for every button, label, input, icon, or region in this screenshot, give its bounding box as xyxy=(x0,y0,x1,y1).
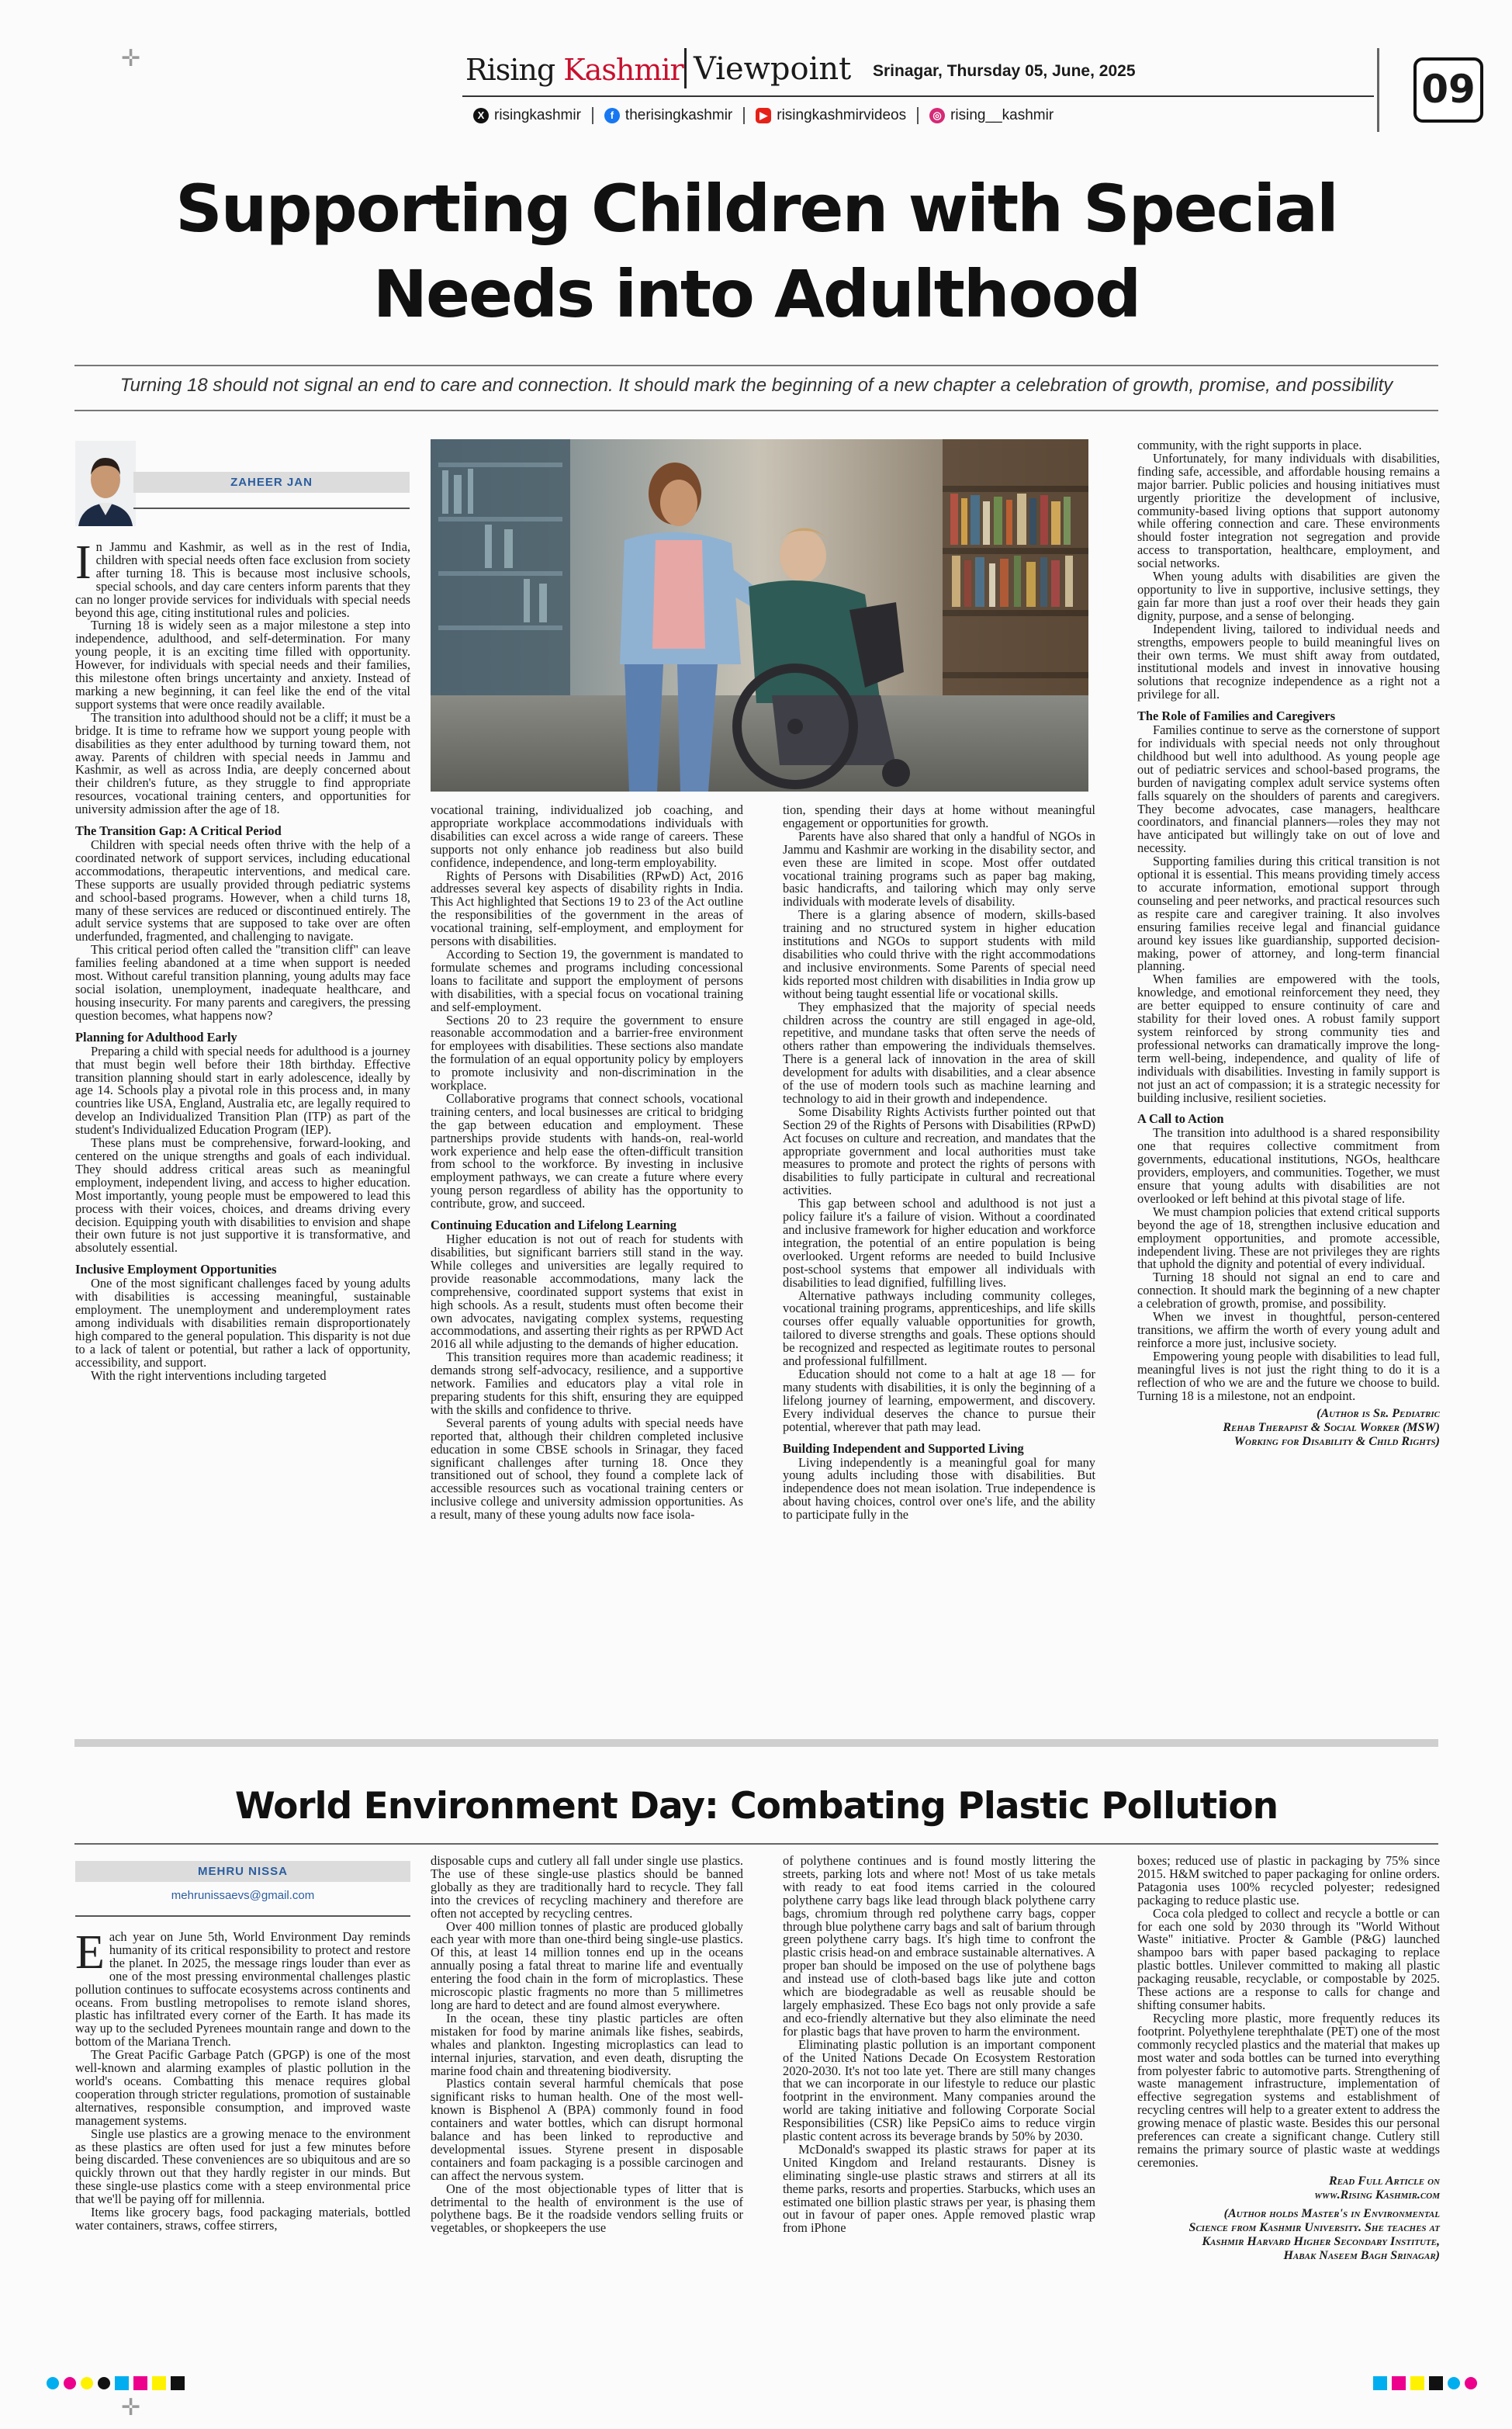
social-handle: risingkashmir xyxy=(494,107,581,123)
subheading: The Role of Families and Caregivers xyxy=(1137,709,1336,724)
calibration-dot xyxy=(64,2377,76,2389)
body-paragraph: boxes; reduced use of plastic in packaging by 75% since 2015. H&M switched to paper packaging for online orders. Patagonia uses 100% recycled polyester; redesigned packaging to reduce plastic use. xyxy=(1137,1853,1440,1908)
calibration-square xyxy=(152,2376,166,2390)
subheading: Building Independent and Supported Living xyxy=(783,1440,1024,1456)
body-paragraph: Children with special needs often thrive with the help of a coordinated network of support services, including educational accommodations, therapeutic interventions, and medical care. These supports are usually provided through pediatric systems and school-based programs. However, when a child turns 18, many of these services are reduced or discontinued entirely. The adult service systems that are supposed to take over are often underfunded, fragmented, and challenging to navigate. xyxy=(75,837,410,944)
calibration-square xyxy=(1373,2376,1387,2390)
article2-headline: World Environment Day: Combating Plastic Pollution xyxy=(234,1785,1278,1828)
body-paragraph: Higher education is not out of reach for students with disabilities, but significant barriers still stand in the way. While colleges and universities are legally required to provide reasonable accommodations, many lack the comprehensive, coordinated support systems that exist in high schools. As a result, students must often become their own advocates, navigating complex systems, requesting accommodations, and asserting their rights as per RPWD Act 2016 all while adjusting to the demands of higher education. xyxy=(431,1232,743,1352)
subheading: Inclusive Employment Opportunities xyxy=(75,1262,277,1277)
registration-mark: ✛ xyxy=(121,46,141,71)
social-x[interactable] xyxy=(473,107,593,124)
instagram-icon: ◎ xyxy=(929,108,945,123)
body-paragraph: These plans must be comprehensive, forward-looking, and centered on the unique strengths and goals of each individual. They should address critical areas such as meaningful employment, independent living, and access to higher education. Most importantly, young people must be empowered to lead this process with their voices, choices, and dreams driving every decision. Equipping youth with disabilities to envision and shape their own future is not just supportive it is transformative, and absolutely essential. xyxy=(75,1135,410,1256)
page-number-rule xyxy=(1377,48,1379,132)
author-rule xyxy=(133,508,410,509)
social-instagram[interactable] xyxy=(929,107,1054,124)
author-email[interactable]: mehrunissaevs@gmail.com xyxy=(171,1889,315,1902)
body-paragraph: The Great Pacific Garbage Patch (GPGP) is one of the most well-known and alarming examples of plastic pollution in the world's oceans. Combatting this menace requires global cooperation through stricter regulations, promotion of sustainable alternatives, responsible consumption, and improved waste management systems. xyxy=(75,2047,410,2128)
body-paragraph: When we invest in thoughtful, person-centered transitions, we affirm the worth of every young adult and reinforce a more just, inclusive society. xyxy=(1137,1309,1440,1350)
read-more[interactable]: Read Full Article on www.Rising Kashmir.com xyxy=(1314,2174,1440,2202)
registration-mark: ✛ xyxy=(121,2395,141,2420)
body-paragraph: community, with the right supports in place. xyxy=(1137,438,1362,452)
subheading: The Transition Gap: A Critical Period xyxy=(75,823,282,839)
calibration-square xyxy=(115,2376,129,2390)
body-paragraph: This transition requires more than academic readiness; it demands strong self-advocacy, resilience, and a supportive network. Families and educators play a vital role in preparing students for this shift, ensuring they are equipped with the skills and confidence to thrive. xyxy=(431,1350,743,1417)
body-paragraph: Independent living, tailored to individual needs and strengths, empowers people to build meaningful lives on their own terms. We must shift away from outdated, institutional models and invest in innovative housing solutions that recognize independence as a right not a privilege for all. xyxy=(1137,621,1440,702)
calibration-square xyxy=(133,2376,147,2390)
headline-line1: Supporting Children with Special xyxy=(175,171,1337,247)
brand-part1: Rising xyxy=(465,53,564,87)
article1-column-4 xyxy=(1137,439,1440,1449)
body-paragraph: Preparing a child with special needs for adulthood is a journey that must begin well before their 18th birthday. Effective transition planning should start in early adolescence, ideally by age 14. Schools play a pivotal role in this process and, in many countries like USA, England, Australia etc, are legally required to develop an Individualized Transition Plan (ITP) as part of the student's Individualized Education Program (IEP). xyxy=(75,1043,410,1138)
body-paragraph: When young adults with disabilities are given the opportunity to live in supportive, inclusive settings, they gain far more than just a roof over their heads they gain dignity, purpose, and a sense of belonging. xyxy=(1137,569,1440,623)
calibration-dot xyxy=(47,2377,59,2389)
page-number: 09 xyxy=(1413,57,1483,123)
author-bio: (Author is Sr. Pediatric Rehab Therapist & Social Worker (MSW) Working for Disability & Child Rights) xyxy=(1223,1407,1440,1449)
body-paragraph: There is a glaring absence of modern, skills-based training and no structured system in higher education institutions and NGOs to support students with mild disabilities who could thrive with the right accommodations and inclusive environments. Some Parents of special need kids reported most children with disabilities in India grow up without being taught essential life or vocational skills. xyxy=(783,907,1095,1001)
body-paragraph: Turning 18 should not signal an end to care and connection. It should mark the beginning of a new chapter a celebration of growth, promise, and possibility. xyxy=(1137,1270,1440,1312)
body-paragraph: Items like grocery bags, food packaging materials, bottled water containers, straws, coffee stirrers, xyxy=(75,2205,410,2233)
article2-column-3 xyxy=(783,1855,1095,2235)
dek-rule-top xyxy=(74,365,1438,366)
social-handle: therisingkashmir xyxy=(625,107,733,123)
calibration-square xyxy=(171,2376,185,2390)
article1-dek: Turning 18 should not signal an end to care and connection. It should mark the beginning of a new chapter a celebration of growth, promise, and possibility xyxy=(119,375,1393,396)
body-paragraph: McDonald's swapped its plastic straws for paper at its United Kingdom and Ireland restaurants. Disney is eliminating single-use plastic straws and stirrers at all its theme parks, resorts and properties. Starbucks, which uses an estimated one billion plastic straws per year, is phasing them out in favour of paper ones. Apple removed plastic wrap from iPhone xyxy=(783,2141,1095,2236)
calibration-dot xyxy=(81,2377,93,2389)
body-paragraph: One of the most objectionable types of litter that is detrimental to the health of environment is the use of polythene bags. Be it the roadside vendors selling fruits or vegetables, or shopkeepers the use xyxy=(431,2181,743,2236)
brand-part2: Kashmir xyxy=(563,53,683,87)
body-paragraph: of polythene continues and is found mostly littering the streets, parking lots and where not! Most of us take metals with ready to eat food items carried in the coloured polythene carry bags like lead through black polythene carry bags, chromium through red polythene carry bags, copper through blue polythene carry bags and salt of barium through green polythene carry bags. It's high time to confront the plastic crisis head-on and embrace sustainable alternatives. A proper ban should be imposed on the use of polythene bags and instead use of cloth-based bags like jute and cotton which are biodegradable as well as reusable should be largely emphasized. These Eco bags not only provide a safe and eco-friendly alternative but they also eliminate the need for plastic bags that have proven to harm the environment. xyxy=(783,1853,1095,2039)
body-paragraph: In Jammu and Kashmir, as well as in the rest of India, children with special needs often face exclusion from society after turning 18. This is because most inclusive schools, special schools, and day care centers inform parents that they can no longer provide services for individuals with special needs beyond this age, citing institutional rules and policies. xyxy=(75,536,410,620)
body-paragraph: tion, spending their days at home without meaningful engagement or opportunities for growth. xyxy=(783,802,1095,830)
body-paragraph: This critical period often called the "transition cliff" can leave families feeling abandoned at a time when support is needed most. Without careful transition planning, young adults may face social isolation, unemployment, inadequate healthcare, and housing insecurity. For many parents and caregivers, the pressing question becomes, what happens now? xyxy=(75,942,410,1023)
body-paragraph: Turning 18 is widely seen as a major milestone a step into independence, adulthood, and self-determination. For many young people, it is an exciting time filled with opportunity. However, for individuals with special needs and their families, this milestone often brings uncertainty and anxiety. Instead of marking a new beginning, it can feel like the end of the vital support systems that were once readily available. xyxy=(75,618,410,712)
body-paragraph: Supporting families during this critical transition is not optional it is essential. This means providing timely access to accurate information, emotional support through counseling and peer networks, and practical resources such as respite care and caregiver training. It also involves ensuring families receive legal and financial guidance around key issues like guardianship, supported decision-making, power of attorney, and long-term financial planning. xyxy=(1137,854,1440,974)
author-name: ZAHEER JAN xyxy=(133,472,410,493)
body-paragraph: When families are empowered with the tools, knowledge, and emotional reinforcement they need, they are better equipped to ensure continuity of care and stability for their loved ones. A robust family support system reinforced by strong community ties and professional networks can dramatically improve the long-term well-being, independence, and quality of life of individuals with disabilities. Investing in family support is not just an act of compassion; it is a strategic necessity for building inclusive, resilient societies. xyxy=(1137,972,1440,1105)
body-paragraph: Education should not come to a halt at age 18 — for many students with disabilities, it is only the beginning of a lifelong journey of learning, empowerment, and discovery. Every individual deserves the chance to pursue their potential, wherever that path may lead. xyxy=(783,1366,1095,1434)
article2-rule xyxy=(74,1843,1438,1845)
body-paragraph: Collaborative programs that connect schools, vocational training centers, and local businesses are critical to bridging the gap between education and employment. These partnerships provide students with hands-on, real-world work experience and help ease the often-difficult transition from school to the workforce. By investing in inclusive employment pathways, we can create a future where every young person regardless of ability has the opportunity to contribute, grow, and succeed. xyxy=(431,1090,743,1211)
calibration-dot xyxy=(1448,2377,1460,2389)
social-handle: risingkashmirvideos xyxy=(777,107,907,123)
body-paragraph: Recycling more plastic, more frequently reduces its footprint. Polyethylene terephthalate (PET) one of the most commonly recycled plastics and the material that makes up most water and soda bottles can be turned into everything from polyester fabric to automotive parts. Strengthening of waste management infrastructure, implementation of effective segregation systems and establishment of recycling centres will help to a greater extent to address the growing menace of plastic waste. Besides this our personal preferences can create a significant change. Cutlery still remains the primary source of plastic waste at weddings ceremonies. xyxy=(1137,2010,1440,2170)
color-calibration-bar xyxy=(47,2375,185,2392)
body-paragraph: Unfortunately, for many individuals with disabilities, finding safe, accessible, and affordable housing remains a major barrier. Public policies and housing initiatives must urgently prioritize the development of inclusive, community-based living options that support autonomy while offering connection and care. These environments should foster integration not segregation and provide access to transportation, healthcare, employment, and social networks. xyxy=(1137,450,1440,571)
calibration-square xyxy=(1392,2376,1406,2390)
dateline: Srinagar, Thursday 05, June, 2025 xyxy=(873,62,1136,80)
social-youtube[interactable] xyxy=(756,107,919,124)
body-paragraph: Plastics contain several harmful chemicals that pose significant risks to human health. One of the most well-known is Bisphenol A (BPA) commonly found in food containers and water bottles, which can disrupt hormonal balance and has been linked to reproductive and developmental issues. Styrene present in disposable containers and foam packaging is a possible carcinogen and can affect the nervous system. xyxy=(431,2076,743,2183)
social-facebook[interactable] xyxy=(604,107,745,124)
body-paragraph: Living independently is a meaningful goal for many young adults including those with disabilities. But independence does not mean isolation. True independence is about having choices, control over one's life, and the ability to participate fully in the xyxy=(783,1454,1095,1523)
article1-headline xyxy=(78,166,1435,337)
body-paragraph: Parents have also shared that only a handful of NGOs in Jammu and Kashmir are working in the disability sector, and even these are limited in scope. Most offer outdated vocational training programs such as paper bag making, basic handicrafts, and tailoring which may only serve individuals with moderate levels of disability. xyxy=(783,828,1095,910)
body-paragraph: Alternative pathways including community colleges, vocational training programs, apprenticeships, and life skills courses offer equally valuable opportunities for growth, tailored to diverse strengths and goals. These options should be recognized and respected as legitimate routes to personal and professional fulfillment. xyxy=(783,1287,1095,1369)
calibration-dot xyxy=(1465,2377,1477,2389)
body-paragraph: In the ocean, these tiny plastic particles are often mistaken for food by marine animals like fishes, seabirds, whales and plankton. Ingesting microplastics can lead to internal injuries, starvation, and even death, disrupting the marine food chain and threatening biodiversity. xyxy=(431,2010,743,2078)
subheading: A Call to Action xyxy=(1137,1111,1224,1127)
author-bio: (Author holds Master's in Environmental Science from Kashmir University. She teaches at Kashmir Harvard Higher Secondary Institute, Habak Naseem Bagh Srinagar) xyxy=(1188,2206,1440,2262)
dropcap: I xyxy=(75,536,92,589)
dek-rule-bottom xyxy=(74,410,1438,411)
body-paragraph: Some Disability Rights Activists further pointed out that Section 29 of the Rights of Persons with Disabilities (RPwD) Act focuses on culture and recreation, and mandates that the appropriate government and local authorities must take measures to promote and protect the rights of persons with disabilities to fully participate in cultural and recreational activities. xyxy=(783,1104,1095,1198)
masthead-rule xyxy=(462,95,1374,97)
body-paragraph: Rights of Persons with Disabilities (RPwD) Act, 2016 addresses several key aspects of disability rights in India. This Act highlighted that Sections 19 to 23 of the Act outline the responsibilities of the government in the areas of vocational training, self-employment, and employment for persons with disabilities. xyxy=(431,868,743,949)
article1-column-1 xyxy=(75,536,410,1383)
article2-column-4 xyxy=(1137,1855,1440,2263)
masthead-divider xyxy=(684,48,687,88)
body-paragraph: According to Section 19, the government is mandated to formulate schemes and programs including concessional loans to facilitate and support the employment of persons with disabilities, with a special focus on vocational training and self-employment. xyxy=(431,946,743,1014)
section-name: Viewpoint xyxy=(694,51,852,87)
social-links xyxy=(473,104,1064,127)
body-paragraph: Eliminating plastic pollution is an important component of the United Nations Decade On Ecosystem Restoration 2020-2030. It's not too late yet. There are still many changes that we can incorporate in our lifestyle to reduce our plastic footprint in the environment. Many companies around the world are taking initiative and following Corporate Social Responsibilities (CSR) like PepsiCo aims to reduce virgin plastic content across its beverage brands by 50% by 2030. xyxy=(783,2036,1095,2144)
calibration-square xyxy=(1429,2376,1443,2390)
body-paragraph: One of the most significant challenges faced by young adults with disabilities is accessing meaningful, sustainable employment. The unemployment and underemployment rates among individuals with disabilities remain disproportionately high compared to the general population. This disparity is not due to a lack of talent or potential, but rather a lack of opportunity, accessibility, and support. xyxy=(75,1276,410,1370)
x-icon: X xyxy=(473,108,489,123)
subheading: Continuing Education and Lifelong Learning xyxy=(431,1218,676,1233)
body-paragraph: The transition into adulthood is a shared responsibility one that requires collective commitment from governments, educational institutions, NGOs, healthcare providers, employers, and communities. Together, we must ensure that young adults with disabilities are not overlooked or left behind at this pivotal stage of life. xyxy=(1137,1125,1440,1206)
article-photo xyxy=(431,439,1088,792)
author-photo xyxy=(75,441,136,526)
dropcap: E xyxy=(75,1926,105,1979)
article2-column-2 xyxy=(431,1855,743,2235)
body-paragraph: Empowering young people with disabilities to lead full, meaningful lives is not just the right thing to do it is a reflection of who we are and the future we choose to build. Turning 18 is a milestone, not an endpoint. xyxy=(1137,1348,1440,1403)
masthead xyxy=(465,48,1365,91)
article1-column-2 xyxy=(431,804,743,1522)
calibration-dot xyxy=(98,2377,110,2389)
body-paragraph: Over 400 million tonnes of plastic are produced globally each year with more than one-third being single-use plastics. Of this, at least 14 million tonnes end up in the oceans annually posing a fatal threat to marine life and eventually entering the food chain in the form of microplastics. These microscopic plastic fragments no more than 5 millimetres long are hard to detect and are found almost everywhere. xyxy=(431,1918,743,2012)
article1-column-3 xyxy=(783,804,1095,1522)
body-paragraph: Coca cola pledged to collect and recycle a bottle or can for each one sold by 2030 through its "World Without Waste" initiative. Procter & Gamble (P&G) launched shampoo bars with paper based packaging to replace plastic bottles. Unilever committed to making all plastic packaging reusable, recyclable, or compostable by 2025. These actions are a response to calls for change and shifting consumer habits. xyxy=(1137,1905,1440,2012)
body-paragraph: We must champion policies that extend critical supports beyond the age of 18, strengthen inclusive education and employment opportunities, and promote accessible, independent living. These are not privileges they are rights that uphold the dignity and potential of every individual. xyxy=(1137,1204,1440,1272)
subheading: Planning for Adulthood Early xyxy=(75,1029,237,1045)
article2-column-1 xyxy=(75,1926,410,2233)
body-paragraph: With the right interventions including targeted xyxy=(91,1367,327,1383)
social-handle: rising__kashmir xyxy=(950,107,1054,123)
author-name: MEHRU NISSA xyxy=(75,1861,410,1882)
color-calibration-bar xyxy=(1373,2375,1477,2392)
headline-line2: Needs into Adulthood xyxy=(372,256,1140,332)
body-paragraph: Families continue to serve as the cornerstone of support for individuals with special needs not only throughout childhood but well into adulthood. As young people age out of pediatric services and school-based programs, the burden of navigating complex adult service systems often falls squarely on the shoulders of parents and caregivers. They become advocates, case managers, healthcare coordinators, and financial planners—roles they may not have anticipated but willingly take on out of love and necessity. xyxy=(1137,722,1440,856)
calibration-square xyxy=(1410,2376,1424,2390)
body-paragraph: This gap between school and adulthood is not just a policy failure it's a failure of vision. Without a coordinated and inclusive framework for higher education and workforce integration, the potential of an entire population is being overlooked. Urgent reforms are needed to build Inclusive post-school systems that empower all individuals with disabilities to lead dignified, fulfilling lives. xyxy=(783,1196,1095,1290)
body-paragraph: Several parents of young adults with special needs have reported that, although their children completed inclusive education in some CBSE schools in Srinagar, they faced significant challenges after turning 18. Once they transitioned out of school, they found a complete lack of accessible resources such as vocational training centers or inclusive college and university admission opportunities. As a result, many of these young adults now face isola- xyxy=(431,1415,743,1523)
body-paragraph: Each year on June 5th, World Environment Day reminds humanity of its critical responsibility to protect and restore the planet. In 2025, the message rings louder than ever as one of the most pressing environmental challenges plastic pollution continues to suffocate ecosystems across continents and oceans. From bustling metropolises to remote island shores, plastic has infiltrated every corner of the Earth. It has made its way up to the secluded Pyrenees mountain range and down to the bottom of the Mariana Trench. xyxy=(75,1926,410,2050)
brand-logo[interactable] xyxy=(465,53,683,87)
body-paragraph: They emphasized that the majority of special needs children across the country are still engaged in age-old, repetitive, and mundane tasks that often serve the needs of others rather than empowering the individuals themselves. There is a general lack of innovation in the area of skill development for adults with disabilities, and a clear absence of the use of modern tools such as machine learning and technology to aid in their growth and independence. xyxy=(783,999,1095,1106)
facebook-icon: f xyxy=(604,108,620,123)
body-paragraph: vocational training, individualized job coaching, and appropriate workplace accommodations individuals with disabilities can excel across a wide range of careers. These supports not only enhance job readiness but also build confidence, independence, and long-term employability. xyxy=(431,802,743,870)
section-divider xyxy=(74,1739,1438,1747)
youtube-icon: ▶ xyxy=(756,108,771,123)
body-paragraph: The transition into adulthood should not be a cliff; it must be a bridge. It is time to reframe how we support young people with disabilities as they enter adulthood by turning toward them, not away. Parents of children with special needs in Jammu and Kashmir, as well as across India, are deeply concerned about their children's future, as they struggle to find appropriate resources, vocational training centers, and opportunities for university admission after the age of 18. xyxy=(75,709,410,817)
body-paragraph: disposable cups and cutlery all fall under single use plastics. The use of these single-use plastics should be banned globally as they are traditionally hard to recycle. They fall into the crevices of recycling machinery and therefore are often not accepted by recycling centres. xyxy=(431,1853,743,1921)
author-rule xyxy=(75,1915,410,1917)
body-paragraph: Single use plastics are a growing menace to the environment as these plastics are often used for just a few minutes before being discarded. These conveniences are so ubiquitous and are so quickly thrown out that they hardly register in our minds. But these single-use plastics come with a steep environmental price that we'll be paying off for millennia. xyxy=(75,2126,410,2207)
body-paragraph: Sections 20 to 23 require the government to ensure reasonable accommodation and a barrier-free environment for employees with disabilities. These sections also mandate the formulation of an equal opportunity policy by employers to promote inclusivity and non-discrimination in the workplace. xyxy=(431,1012,743,1093)
